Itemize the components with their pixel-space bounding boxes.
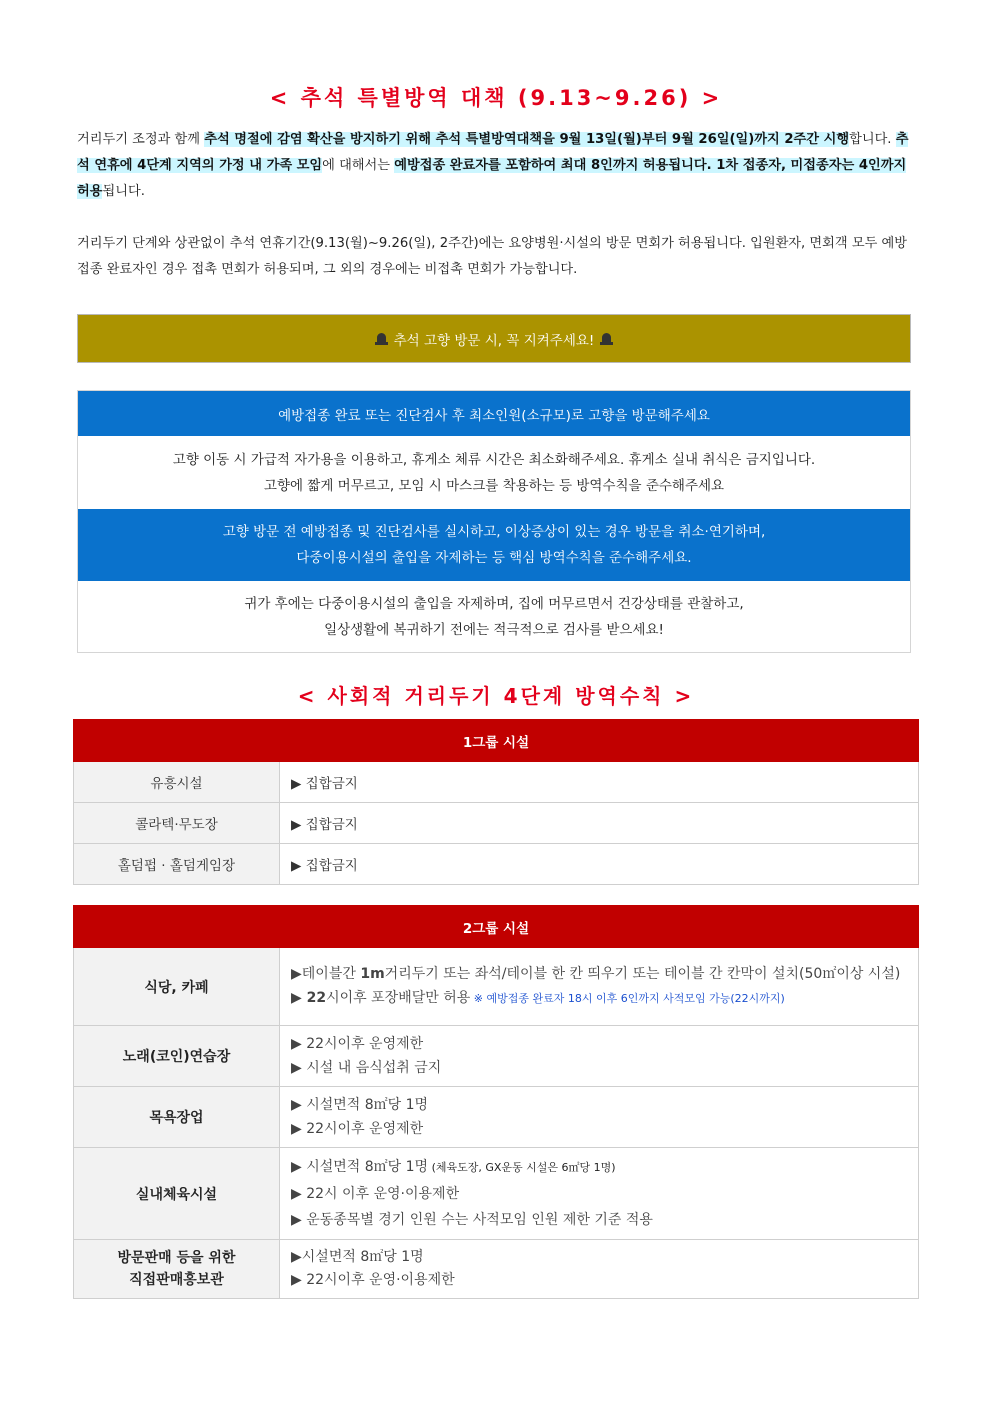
rule-text: 1m xyxy=(360,966,385,982)
table-row xyxy=(74,1148,919,1240)
rule-line: ▶ 22시이후 운영제한 xyxy=(291,1121,424,1137)
notice-banner xyxy=(77,314,911,363)
banner-text: 추석 고향 방문 시, 꼭 지켜주세요! xyxy=(393,332,595,349)
rule-text: ▶ 시설면적 8㎡당 1명 xyxy=(291,1159,429,1175)
facility-name xyxy=(74,1240,280,1299)
guide-line: 고향 이동 시 가급적 자가용을 이용하고, 휴게소 체류 시간은 최소화해주세요. 휴게소 실내 취식은 금지입니다. xyxy=(172,451,816,468)
table-row xyxy=(74,1087,919,1148)
guide-line: 귀가 후에는 다중이용시설의 출입을 자제하며, 집에 머무르면서 건강상태를 관찰하고, xyxy=(244,595,744,612)
section-title: < 사회적 거리두기 4단계 방역수칙 > xyxy=(297,684,695,708)
highlight-text: 추석 연휴에 4단계 지역의 가정 내 가족 모임 xyxy=(77,132,909,173)
guide-row xyxy=(78,436,910,509)
highlight-text: 예방접종 완료자를 포함하여 최대 8인까지 허용됩니다. 1차 접종자, 미접종자는 4인까지 허용 xyxy=(77,158,907,199)
guide-row xyxy=(78,581,910,652)
group2-table xyxy=(73,905,919,1299)
guide-row xyxy=(78,509,910,581)
table-header: 1그룹 시설 xyxy=(74,720,919,762)
rule-line xyxy=(291,962,906,986)
facility-rule: ▶ 집합금지 xyxy=(280,803,919,844)
facility-name: 식당, 카페 xyxy=(74,948,280,1026)
table-row xyxy=(74,948,919,1026)
rule-line: ▶ 22시 이후 운영·이용제한 xyxy=(291,1186,460,1202)
intro-text-segment: 합니다. xyxy=(849,132,896,147)
rule-text: ▶테이블간 xyxy=(291,966,361,982)
intro-text xyxy=(77,127,915,283)
facility-name-line: 방문판매 등을 위한 xyxy=(117,1250,236,1266)
facility-name: 실내체육시설 xyxy=(74,1148,280,1240)
rule-line xyxy=(291,986,906,1011)
rule-text: 시이후 포장배달만 허용 xyxy=(326,990,471,1006)
facility-rule: ▶ 집합금지 xyxy=(280,844,919,885)
table-row xyxy=(74,803,919,844)
facility-rule: ▶ 집합금지 xyxy=(280,762,919,803)
rule-line xyxy=(291,1154,917,1181)
intro-text-segment: 거리두기 조정과 함께 xyxy=(77,132,205,147)
rule-note: (체육도장, GX운동 시설은 6㎡당 1명) xyxy=(428,1161,616,1174)
rule-text: ▶ 22 xyxy=(291,990,327,1006)
facility-name: 목욕장업 xyxy=(74,1087,280,1148)
rule-text: 거리두기 또는 좌석/테이블 한 칸 띄우기 또는 테이블 간 칸막이 설치(50㎡이상 시설) xyxy=(384,966,901,982)
tombstone-icon xyxy=(600,333,613,345)
rule-line: ▶ 22시이후 운영제한 xyxy=(291,1036,424,1052)
rule-line: ▶ 시설 내 음식섭취 금지 xyxy=(291,1060,442,1076)
table-row xyxy=(74,762,919,803)
tombstone-icon xyxy=(375,333,388,345)
facility-name-line: 직접판매홍보관 xyxy=(129,1272,224,1288)
rule-note: ※ 예방접종 완료자 18시 이후 6인까지 사적모임 가능(22시까지) xyxy=(470,992,785,1005)
table-row xyxy=(74,1240,919,1299)
table-header: 2그룹 시설 xyxy=(74,906,919,948)
facility-rule xyxy=(280,948,919,1026)
intro-paragraph-2: 거리두기 단계와 상관없이 추석 연휴기간(9.13(월)~9.26(일), 2주간)에는 요양병원·시설의 방문 면회가 허용됩니다. 입원환자, 면회객 모두 예방접종 완료자인 경우 접촉 면회가 허용되며, 그 외의 경우에는 비접촉 면회가 가능합니다. xyxy=(77,236,907,277)
guidance-box xyxy=(77,390,911,653)
facility-name: 노래(코인)연습장 xyxy=(74,1026,280,1087)
group1-table xyxy=(73,719,919,885)
facility-rule xyxy=(280,1087,919,1148)
guide-row xyxy=(78,391,910,436)
table-row xyxy=(74,844,919,885)
page-title: < 추석 특별방역 대책 (9.13~9.26) > xyxy=(269,86,723,110)
intro-text-segment: 에 대해서는 xyxy=(322,158,395,173)
facility-rule xyxy=(280,1026,919,1087)
rule-line: ▶ 22시이후 운영·이용제한 xyxy=(291,1272,455,1288)
table-row xyxy=(74,1026,919,1087)
facility-name: 홀덤펍 · 홀덤게임장 xyxy=(74,844,280,885)
facility-name: 유흥시설 xyxy=(74,762,280,803)
intro-text-segment: 됩니다. xyxy=(102,184,145,199)
rule-line: ▶ 운동종목별 경기 인원 수는 사적모임 인원 제한 기준 적용 xyxy=(291,1212,653,1228)
facility-rule xyxy=(280,1148,919,1240)
rule-line: ▶시설면적 8㎡당 1명 xyxy=(291,1249,424,1265)
rule-line: ▶ 시설면적 8㎡당 1명 xyxy=(291,1097,429,1113)
guide-line: 예방접종 완료 또는 진단검사 후 최소인원(소규모)로 고향을 방문해주세요 xyxy=(278,407,710,424)
guide-line: 고향에 짧게 머무르고, 모임 시 마스크를 착용하는 등 방역수칙을 준수해주세요 xyxy=(263,477,725,494)
guide-line: 다중이용시설의 출입을 자제하는 등 핵심 방역수칙을 준수해주세요. xyxy=(296,550,692,566)
guide-line: 고향 방문 전 예방접종 및 진단검사를 실시하고, 이상증상이 있는 경우 방문을 취소·연기하며, xyxy=(222,524,766,540)
intro-paragraph-1 xyxy=(77,127,915,205)
guide-line: 일상생활에 복귀하기 전에는 적극적으로 검사를 받으세요! xyxy=(324,621,664,638)
highlight-text: 추석 명절에 감염 확산을 방지하기 위해 추석 특별방역대책을 9월 13일(월)부터 9월 26일(일)까지 2주간 시행 xyxy=(204,132,850,147)
facility-name: 콜라텍·무도장 xyxy=(74,803,280,844)
facility-rule xyxy=(280,1240,919,1299)
